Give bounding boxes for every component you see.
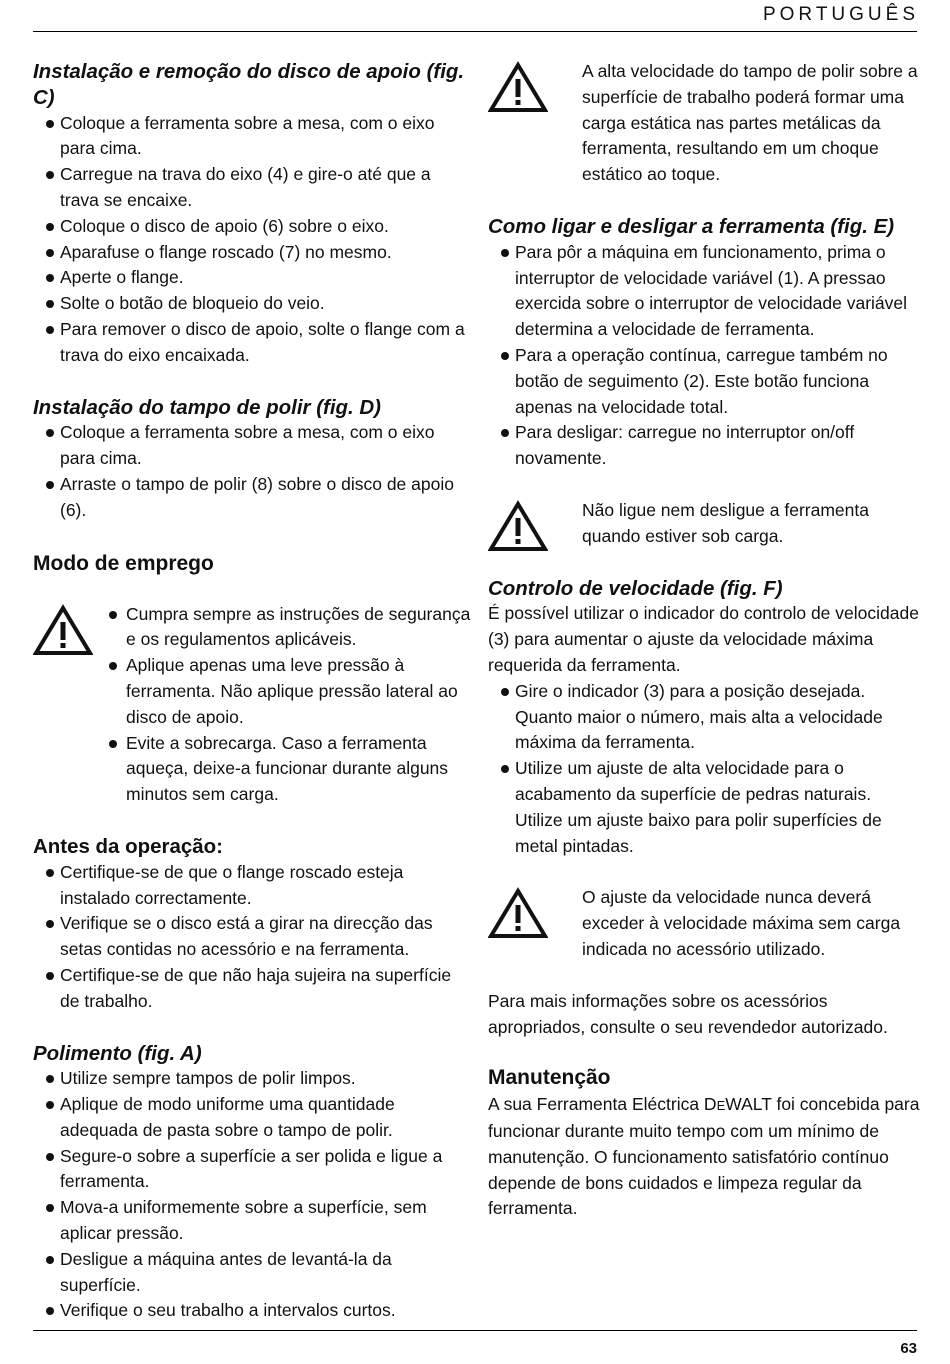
list-item: Para a operação contínua, carregue também no botão de seguimento (2). Este botão funciona apenas na velocidade total. <box>488 343 920 420</box>
polishing-pad-steps <box>33 420 473 523</box>
before-operation-steps <box>33 860 473 1015</box>
warning-text-load: Não ligue nem desligue a ferramenta quando estiver sob carga. <box>582 499 869 546</box>
section-title-maintenance: Manutenção <box>488 1066 611 1090</box>
section-title-switch: Como ligar e desligar a ferramenta (fig. E) <box>488 214 895 238</box>
list-item: Aperte o flange. <box>33 265 473 291</box>
page-number: 63 <box>900 1340 917 1357</box>
list-item: Para remover o disco de apoio, solte o flange com a trava do eixo encaixada. <box>33 317 473 369</box>
language-header: PORTUGUÊS <box>762 4 919 25</box>
list-item: Para desligar: carregue no interruptor on/off novamente. <box>488 420 920 472</box>
brand-name: DEWALT <box>703 1094 772 1115</box>
section-title-backing-pad: Instalação e remoção do disco de apoio (fig. C) <box>33 60 465 109</box>
maintenance-text: A sua Ferramenta Eléctrica DEWALT foi concebida para funcionar durante muito tempo com um mínimo de manutenção. O funcionamento satisfatório contínuo depende de bons cuidados e limpeza regular da ferramenta. <box>488 1094 920 1219</box>
warning-block-static <box>488 59 920 188</box>
list-item: Cumpra sempre as instruções de segurança e os regulamentos aplicáveis. <box>105 602 473 654</box>
warning-text-static: A alta velocidade do tampo de polir sobre a superfície de trabalho poderá formar uma carga estática nas partes metálicas da ferramenta, resultando em um choque estático ao toque. <box>582 61 918 185</box>
left-column <box>33 59 473 1324</box>
list-item: Carregue na trava do eixo (4) e gire-o até que a trava se encaixe. <box>33 162 473 214</box>
list-item: Aplique de modo uniforme uma quantidade adequada de pasta sobre o tampo de polir. <box>33 1092 473 1144</box>
backing-pad-steps <box>33 111 473 369</box>
list-item: Utilize sempre tampos de polir limpos. <box>33 1066 473 1092</box>
list-item: Coloque a ferramenta sobre a mesa, com o eixo para cima. <box>33 420 473 472</box>
section-title-modo-de-emprego: Modo de emprego <box>33 551 214 575</box>
list-item: Verifique o seu trabalho a intervalos curtos. <box>33 1298 473 1324</box>
right-column <box>488 59 920 1222</box>
list-item: Aparafuse o flange roscado (7) no mesmo. <box>33 240 473 266</box>
section-title-before-operation: Antes da operação: <box>33 834 223 858</box>
speed-control-intro: É possível utilizar o indicador do controlo de velocidade (3) para aumentar o ajuste da velocidade máxima requerida da ferramenta. <box>488 603 919 675</box>
list-item: Mova-a uniformemente sobre a superfície, sem aplicar pressão. <box>33 1195 473 1247</box>
bottom-rule <box>33 1330 917 1331</box>
warning-block-speed <box>488 885 920 962</box>
accessories-info: Para mais informações sobre os acessórios apropriados, consulte o seu revendedor autorizado. <box>488 990 888 1037</box>
warning-triangle-icon <box>488 61 548 113</box>
section-title-polishing-pad: Instalação do tampo de polir (fig. D) <box>33 395 381 419</box>
section-title-polishing: Polimento (fig. A) <box>33 1041 202 1065</box>
list-item: Desligue a máquina antes de levantá-la da superfície. <box>33 1247 473 1299</box>
switch-steps <box>488 240 920 472</box>
top-rule <box>33 31 917 32</box>
list-item: Certifique-se de que não haja sujeira na superfície de trabalho. <box>33 963 473 1015</box>
list-item: Evite a sobrecarga. Caso a ferramenta aqueça, deixe-a funcionar durante alguns minutos sem carga. <box>105 731 473 808</box>
speed-control-steps <box>488 679 920 860</box>
usage-warnings <box>105 602 473 808</box>
list-item: Solte o botão de bloqueio do veio. <box>33 291 473 317</box>
warning-triangle-icon <box>488 887 548 939</box>
polishing-steps <box>33 1066 473 1324</box>
section-title-speed-control: Controlo de velocidade (fig. F) <box>488 576 783 600</box>
list-item: Certifique-se de que o flange roscado esteja instalado correctamente. <box>33 860 473 912</box>
list-item: Aplique apenas uma leve pressão à ferramenta. Não aplique pressão lateral ao disco de apoio. <box>105 653 473 730</box>
list-item: Utilize um ajuste de alta velocidade para o acabamento da superfície de pedras naturais. Utilize um ajuste baixo para polir superfícies de metal pintadas. <box>488 756 920 859</box>
warning-text-speed: O ajuste da velocidade nunca deverá exceder à velocidade máxima sem carga indicada no acessório utilizado. <box>582 887 901 959</box>
list-item: Coloque a ferramenta sobre a mesa, com o eixo para cima. <box>33 111 473 163</box>
warning-triangle-icon <box>488 500 548 552</box>
list-item: Verifique se o disco está a girar na direcção das setas contidas no acessório e na ferramenta. <box>33 911 473 963</box>
warning-triangle-icon <box>33 604 93 656</box>
warning-block-load <box>488 498 920 550</box>
warning-block-usage <box>33 602 473 808</box>
list-item: Coloque o disco de apoio (6) sobre o eixo. <box>33 214 473 240</box>
list-item: Segure-o sobre a superfície a ser polida e ligue a ferramenta. <box>33 1144 473 1196</box>
list-item: Gire o indicador (3) para a posição desejada. Quanto maior o número, mais alta a velocidade máxima da ferramenta. <box>488 679 920 756</box>
list-item: Para pôr a máquina em funcionamento, prima o interruptor de velocidade variável (1). A pressao exercida sobre o interruptor de velocidade variável determina a velocidade de ferramenta. <box>488 240 920 343</box>
list-item: Arraste o tampo de polir (8) sobre o disco de apoio (6). <box>33 472 473 524</box>
